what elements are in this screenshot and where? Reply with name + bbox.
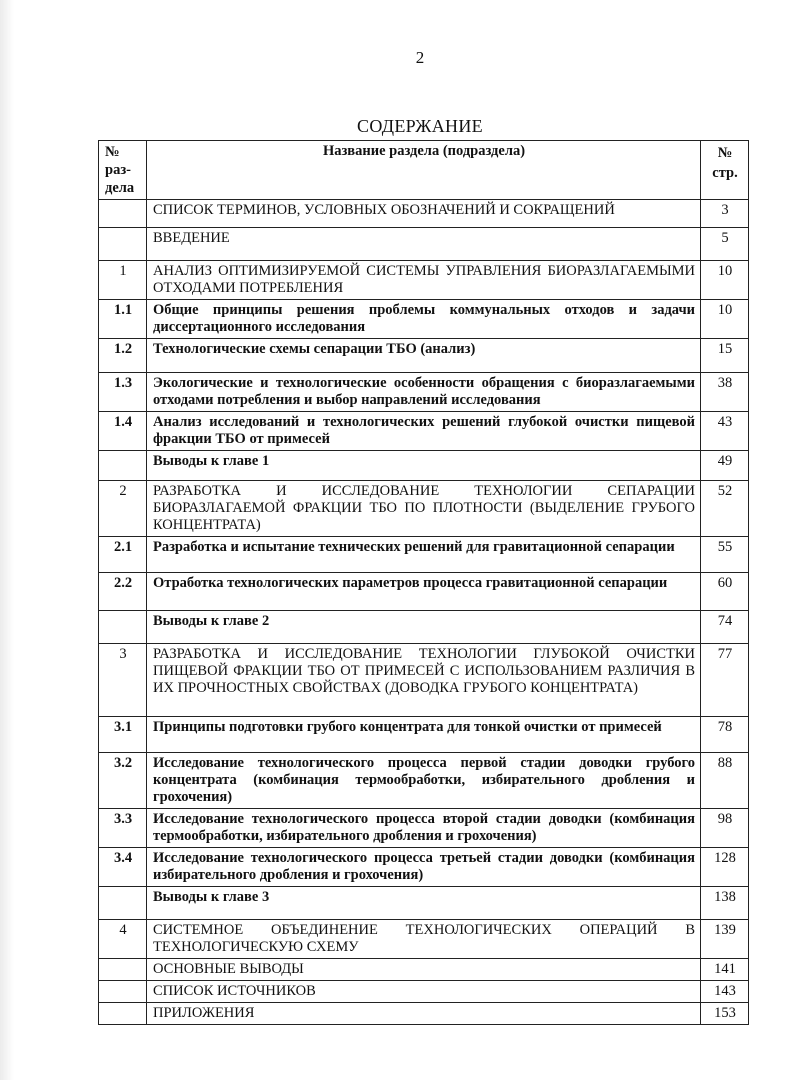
table-row <box>99 848 749 887</box>
table-row <box>99 412 749 451</box>
section-name-cell: Отработка технологических параметров процесса гравитационной сепарации <box>147 573 701 611</box>
table-row <box>99 959 749 981</box>
table-row <box>99 611 749 644</box>
table-row <box>99 200 749 228</box>
table-row <box>99 809 749 848</box>
table-row <box>99 753 749 809</box>
table-row <box>99 981 749 1003</box>
section-number-cell: 3.4 <box>99 848 147 887</box>
section-number-cell: 1.3 <box>99 373 147 412</box>
page-number: 2 <box>415 48 425 67</box>
page-number-cell: 153 <box>701 1003 749 1025</box>
section-name-cell: Выводы к главе 3 <box>147 887 701 920</box>
page-number-cell: 139 <box>701 920 749 959</box>
section-number-cell: 1.4 <box>99 412 147 451</box>
header-section-name: Название раздела (подраздела) <box>147 141 701 200</box>
section-name-cell: СПИСОК ТЕРМИНОВ, УСЛОВНЫХ ОБОЗНАЧЕНИЙ И СОКРАЩЕНИЙ <box>147 200 701 228</box>
section-name-cell: Анализ исследований и технологических решений глубокой очистки пищевой фракции ТБО от примесей <box>147 412 701 451</box>
section-number-cell: 3.3 <box>99 809 147 848</box>
section-name-cell: Выводы к главе 2 <box>147 611 701 644</box>
page-number-cell: 74 <box>701 611 749 644</box>
section-number-cell: 3 <box>99 644 147 717</box>
section-number-cell <box>99 887 147 920</box>
table-row <box>99 339 749 373</box>
section-name-cell: Выводы к главе 1 <box>147 451 701 481</box>
page-number-cell: 10 <box>701 300 749 339</box>
section-name-cell: Экологические и технологические особенности обращения с биоразлагаемыми отходами потребления и выбор направлений исследования <box>147 373 701 412</box>
table-row <box>99 300 749 339</box>
section-number-cell: 1.2 <box>99 339 147 373</box>
page-number-cell: 5 <box>701 228 749 261</box>
page-number-cell: 60 <box>701 573 749 611</box>
page-number-cell: 52 <box>701 481 749 537</box>
page-number-cell: 10 <box>701 261 749 300</box>
page-number-cell: 3 <box>701 200 749 228</box>
table-row <box>99 887 749 920</box>
section-name-cell: Технологические схемы сепарации ТБО (анализ) <box>147 339 701 373</box>
header-num-line: раз- <box>105 162 131 178</box>
section-number-cell <box>99 200 147 228</box>
table-row <box>99 717 749 753</box>
section-number-cell <box>99 981 147 1003</box>
table-row <box>99 481 749 537</box>
section-name-cell: СПИСОК ИСТОЧНИКОВ <box>147 981 701 1003</box>
header-page-number <box>701 141 749 200</box>
section-number-cell: 3.1 <box>99 717 147 753</box>
section-number-cell <box>99 1003 147 1025</box>
header-num-line: № <box>105 144 120 160</box>
section-name-cell: РАЗРАБОТКА И ИССЛЕДОВАНИЕ ТЕХНОЛОГИИ ГЛУБОКОЙ ОЧИСТКИ ПИЩЕВОЙ ФРАКЦИИ ТБО ОТ ПРИМЕСЕЙ С ИСПОЛЬЗОВАНИЕМ РАЗЛИЧИЯ В ИХ ПРОЧНОСТНЫХ СВОЙСТВАХ (ДОВОДКА ГРУБОГО КОНЦЕНТРАТА) <box>147 644 701 717</box>
page-number-cell: 78 <box>701 717 749 753</box>
page-number-cell: 128 <box>701 848 749 887</box>
section-number-cell <box>99 959 147 981</box>
page-number-cell: 143 <box>701 981 749 1003</box>
table-row <box>99 228 749 261</box>
table-row <box>99 920 749 959</box>
section-number-cell <box>99 228 147 261</box>
section-number-cell <box>99 451 147 481</box>
header-page-line: стр. <box>712 165 738 181</box>
section-name-cell: Общие принципы решения проблемы коммунальных отходов и задачи диссертационного исследования <box>147 300 701 339</box>
header-page-line: № <box>717 145 733 161</box>
section-number-cell: 2.2 <box>99 573 147 611</box>
section-number-cell: 4 <box>99 920 147 959</box>
contents-table <box>98 140 749 1025</box>
page-number-cell: 141 <box>701 959 749 981</box>
page-title: СОДЕРЖАНИЕ <box>357 116 483 136</box>
page-number-cell: 38 <box>701 373 749 412</box>
section-name-cell: Принципы подготовки грубого концентрата для тонкой очистки от примесей <box>147 717 701 753</box>
table-row <box>99 373 749 412</box>
table-header-row <box>99 141 749 200</box>
section-number-cell: 3.2 <box>99 753 147 809</box>
table-row <box>99 644 749 717</box>
table-row <box>99 573 749 611</box>
table-row <box>99 261 749 300</box>
section-name-cell: Разработка и испытание технических решений для гравитационной сепарации <box>147 537 701 573</box>
section-number-cell: 2 <box>99 481 147 537</box>
page-number-cell: 15 <box>701 339 749 373</box>
section-name-cell: ПРИЛОЖЕНИЯ <box>147 1003 701 1025</box>
section-number-cell: 2.1 <box>99 537 147 573</box>
page-number-cell: 138 <box>701 887 749 920</box>
table-row <box>99 451 749 481</box>
page-number-cell: 77 <box>701 644 749 717</box>
table-row <box>99 537 749 573</box>
section-name-cell: СИСТЕМНОЕ ОБЪЕДИНЕНИЕ ТЕХНОЛОГИЧЕСКИХ ОПЕРАЦИЙ В ТЕХНОЛОГИЧЕСКУЮ СХЕМУ <box>147 920 701 959</box>
page-number-cell: 55 <box>701 537 749 573</box>
page-number-cell: 88 <box>701 753 749 809</box>
header-num-line: дела <box>105 180 135 196</box>
section-number-cell: 1.1 <box>99 300 147 339</box>
section-number-cell <box>99 611 147 644</box>
section-name-cell: ВВЕДЕНИЕ <box>147 228 701 261</box>
section-name-cell: Исследование технологического процесса третьей стадии доводки (комбинация избирательного дробления и грохочения) <box>147 848 701 887</box>
table-row <box>99 1003 749 1025</box>
section-number-cell: 1 <box>99 261 147 300</box>
page-number-cell: 98 <box>701 809 749 848</box>
contents-body <box>99 200 749 1025</box>
section-name-cell: РАЗРАБОТКА И ИССЛЕДОВАНИЕ ТЕХНОЛОГИИ СЕПАРАЦИИ БИОРАЗЛАГАЕМОЙ ФРАКЦИИ ТБО ПО ПЛОТНОСТИ (ВЫДЕЛЕНИЕ ГРУБОГО КОНЦЕНТРАТА) <box>147 481 701 537</box>
page-number-cell: 43 <box>701 412 749 451</box>
page-number-cell: 49 <box>701 451 749 481</box>
section-name-cell: Исследование технологического процесса второй стадии доводки (комбинация термообработки, избирательного дробления и грохочения) <box>147 809 701 848</box>
section-name-cell: ОСНОВНЫЕ ВЫВОДЫ <box>147 959 701 981</box>
scan-edge <box>0 0 14 1080</box>
section-name-cell: АНАЛИЗ ОПТИМИЗИРУЕМОЙ СИСТЕМЫ УПРАВЛЕНИЯ БИОРАЗЛАГАЕМЫМИ ОТХОДАМИ ПОТРЕБЛЕНИЯ <box>147 261 701 300</box>
header-section-number <box>99 141 147 200</box>
section-name-cell: Исследование технологического процесса первой стадии доводки грубого концентрата (комбинация термообработки, избирательного дробления и грохочения) <box>147 753 701 809</box>
